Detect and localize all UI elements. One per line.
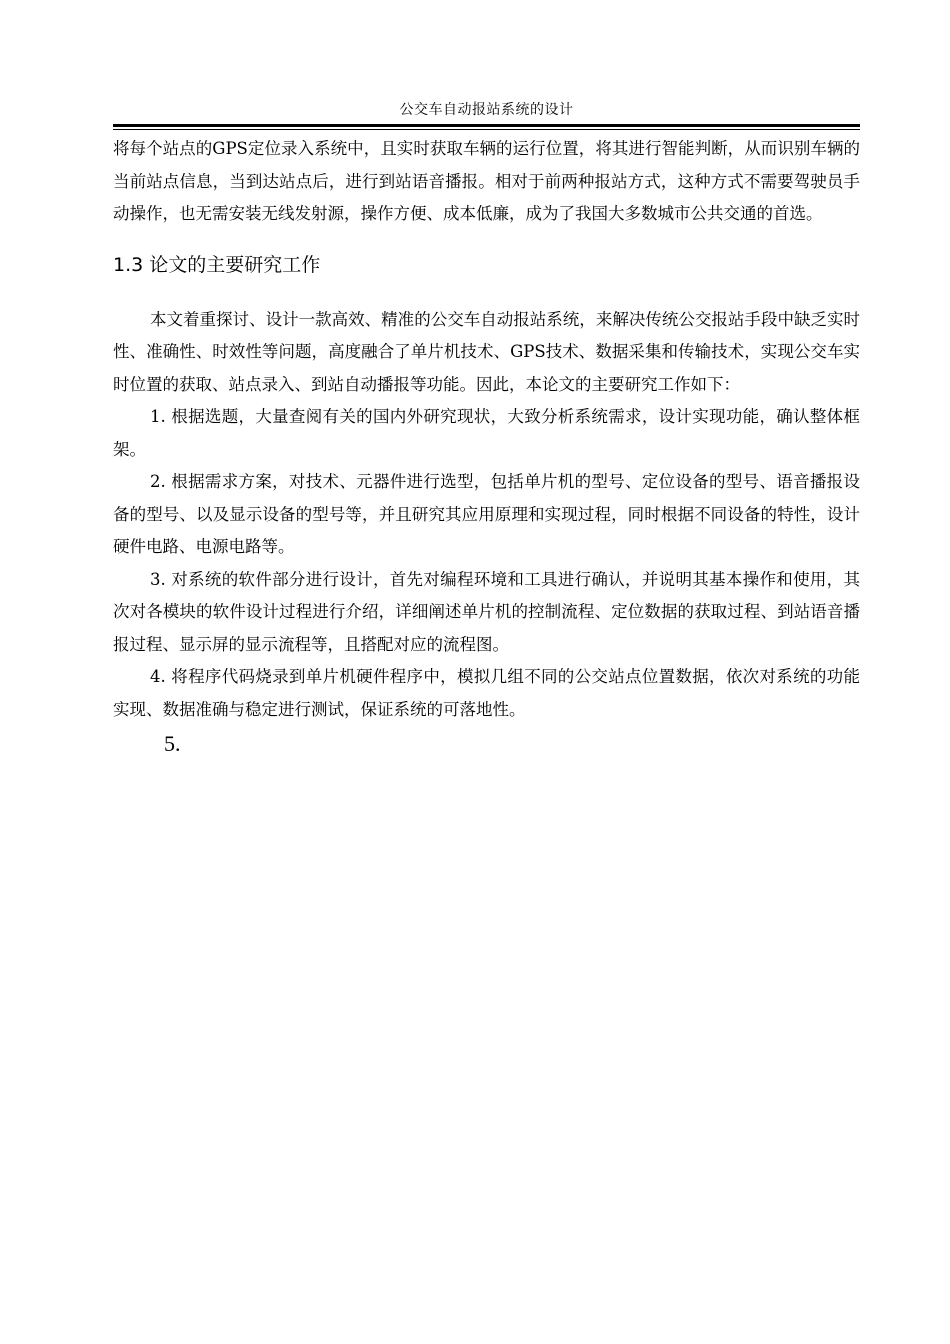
header-rule-thin [113,129,860,130]
research-item-4: 4. 将程序代码烧录到单片机硬件程序中，模拟几组不同的公交站点位置数据，依次对系统的功能实现、数据准确与稳定进行测试，保证系统的可落地性。 [113,667,860,719]
header-rule-thick [113,124,860,127]
research-item-2: 2. 根据需求方案，对技术、元器件进行选型，包括单片机的型号、定位设备的型号、语音播报设备的型号、以及显示设备的型号等，并且研究其应用原理和实现过程，同时根据不同设备的特性，设计硬件电路、电源电路等。 [113,472,860,556]
research-item-5-number: 5. [164,731,181,756]
research-item-1: 1. 根据选题，大量查阅有关的国内外研究现状，大致分析系统需求，设计实现功能，确认整体框架。 [113,407,860,459]
research-item-3: 3. 对系统的软件部分进行设计，首先对编程环境和工具进行确认，并说明其基本操作和使用，其次对各模块的软件设计过程进行介绍，详细阐述单片机的控制流程、定位数据的获取过程、到站语音播报过程、显示屏的显示流程等，且搭配对应的流程图。 [113,569,860,654]
section-heading: 1.3 论文的主要研究工作 [113,253,321,276]
section-intro-paragraph: 本文着重探讨、设计一款高效、精准的公交车自动报站系统，来解决传统公交报站手段中缺乏实时性、准确性、时效性等问题，高度融合了单片机技术、GPS技术、数据采集和传输技术，实现公交车实时位置的获取、站点录入、到站自动播报等功能。因此，本论文的主要研究工作如下： [113,309,860,394]
page-header-title: 公交车自动报站系统的设计 [399,102,574,118]
intro-paragraph: 将每个站点的GPS定位录入系统中，且实时获取车辆的运行位置，将其进行智能判断，从而识别车辆的当前站点信息，当到达站点后，进行到站语音播报。相对于前两种报站方式，这种方式不需要驾驶员手动操作，也无需安装无线发射源，操作方便、成本低廉，成为了我国大多数城市公共交通的首选。 [113,139,860,223]
document-body [113,133,860,758]
